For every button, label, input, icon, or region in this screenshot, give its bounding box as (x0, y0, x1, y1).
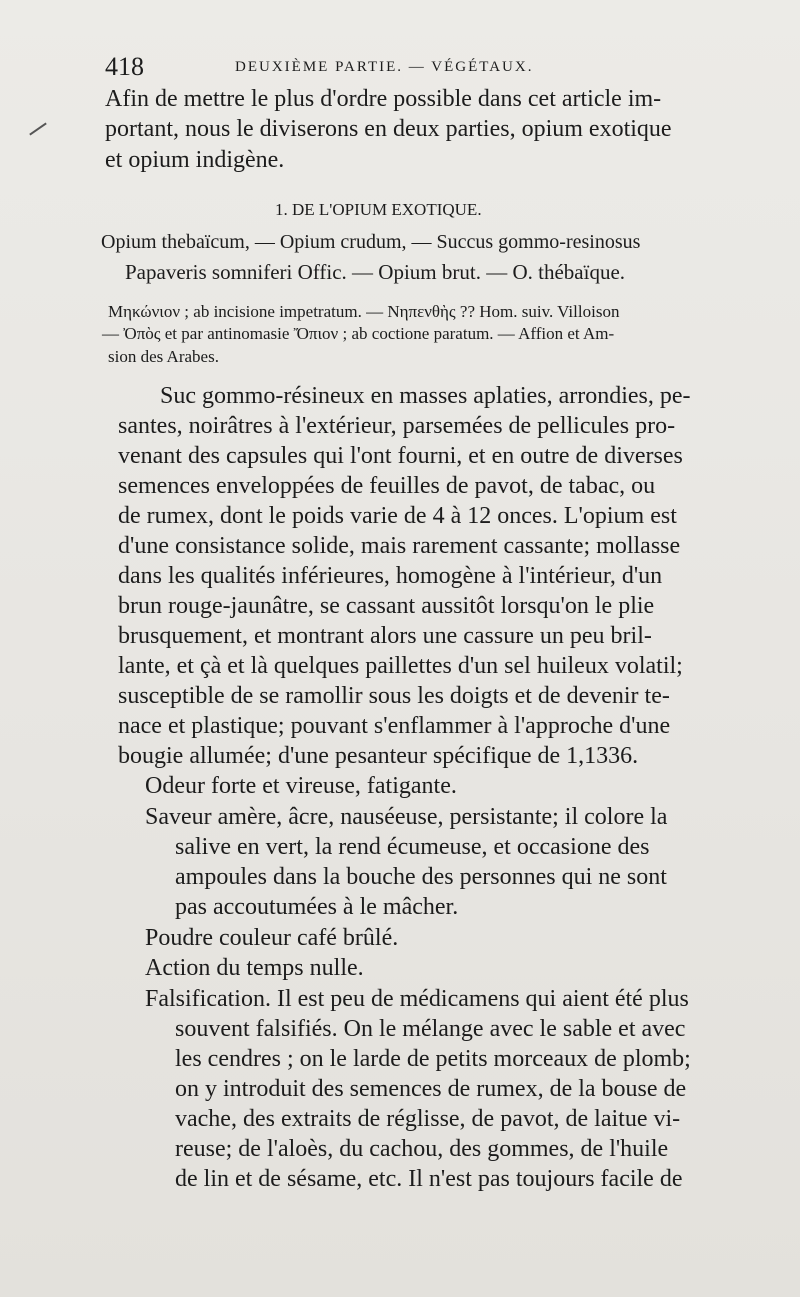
text-line: brusquement, et montrant alors une cassure un peu bril- (118, 623, 652, 649)
text-line: bougie allumée; d'une pesanteur spécifique de 1,1336. (118, 743, 639, 769)
text-line: de lin et de sésame, etc. Il n'est pas toujours facile de (175, 1166, 683, 1192)
text-line: nace et plastique; pouvant s'enflammer à l'approche d'une (118, 713, 671, 739)
etymology-line: sion des Arabes. (108, 347, 219, 366)
text-line: Suc gommo-résineux en masses aplaties, arrondies, pe- (160, 383, 691, 409)
text-line: ampoules dans la bouche des personnes qui ne sont (175, 864, 667, 890)
etymology-line: Μηκώνιον ; ab incisione impetratum. — Νηπενθὴς ?? Hom. suiv. Villoison (108, 302, 620, 321)
property-falsification: Falsification. Il est peu de médicamens qui aient été plus (145, 986, 689, 1012)
page-header (105, 52, 760, 82)
text-line: reuse; de l'aloès, du cachou, des gommes, de l'huile (175, 1136, 669, 1162)
text-line: d'une consistance solide, mais rarement cassante; mollasse (118, 533, 681, 559)
text-line: santes, noirâtres à l'extérieur, parsemées de pellicules pro- (118, 413, 676, 439)
text-line: venant des capsules qui l'ont fourni, et en outre de diverses (118, 443, 683, 469)
property-action: Action du temps nulle. (145, 955, 364, 981)
text-line: on y introduit des semences de rumex, de la bouse de (175, 1076, 687, 1102)
text-line: portant, nous le diviserons en deux parties, opium exotique (105, 116, 672, 142)
text-line: de rumex, dont le poids varie de 4 à 12 onces. L'opium est (118, 503, 677, 529)
text-line: Afin de mettre le plus d'ordre possible dans cet article im- (105, 86, 662, 112)
text-line: brun rouge-jaunâtre, se cassant aussitôt lorsqu'on le plie (118, 593, 655, 619)
text-line: pas accoutumées à le mâcher. (175, 894, 459, 920)
text-line: lante, et çà et là quelques paillettes d'un sel huileux volatil; (118, 653, 683, 679)
property-odeur: Odeur forte et vireuse, fatigante. (145, 773, 457, 799)
running-head: DEUXIÈME PARTIE. — VÉGÉTAUX. (235, 59, 534, 75)
section-heading: 1. DE L'OPIUM EXOTIQUE. (275, 200, 482, 219)
page-number: 418 (105, 52, 144, 81)
text-line: salive en vert, la rend écumeuse, et occasione des (175, 834, 650, 860)
text-line: les cendres ; on le larde de petits morceaux de plomb; (175, 1046, 691, 1072)
etymology-line: — Ὀπὸς et par antinomasie Ὄπιον ; ab coctione paratum. — Affion et Am- (102, 324, 615, 343)
margin-pencil-mark (29, 122, 47, 135)
text-line: souvent falsifiés. On le mélange avec le sable et avec (175, 1016, 686, 1042)
property-poudre: Poudre couleur café brûlé. (145, 925, 399, 951)
synonym-line: Opium thebaïcum, — Opium crudum, — Succus gommo-resinosus (101, 231, 641, 253)
text-line: semences enveloppées de feuilles de pavot, de tabac, ou (118, 473, 656, 499)
text-line: susceptible de se ramollir sous les doigts et de devenir te- (118, 683, 670, 709)
text-line: vache, des extraits de réglisse, de pavot, de laitue vi- (175, 1106, 681, 1132)
text-line: dans les qualités inférieures, homogène à l'intérieur, d'un (118, 563, 663, 589)
property-saveur: Saveur amère, âcre, nauséeuse, persistante; il colore la (145, 804, 668, 830)
text-line: et opium indigène. (105, 147, 285, 173)
synonym-line: Papaveris somniferi Offic. — Opium brut. — O. thébaïque. (125, 260, 626, 284)
